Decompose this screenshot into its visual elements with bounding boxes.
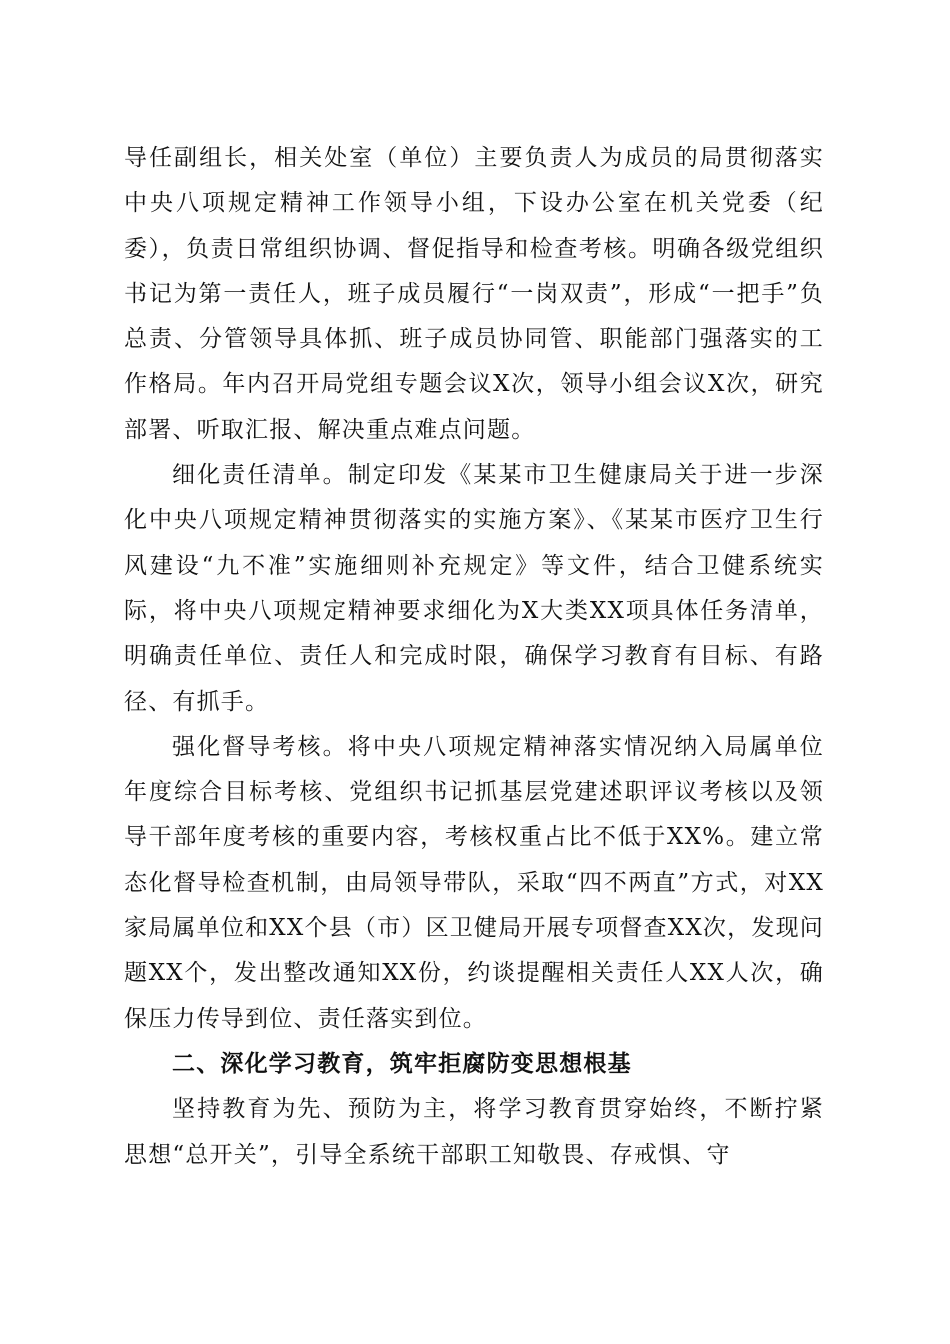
document-page <box>124 136 824 1178</box>
paragraph-leading-group: 导任副组长，相关处室（单位）主要负责人为成员的局贯彻落实中央八项规定精神工作领导小组，下设办公室在机关党委（纪委），负责日常组织协调、督促指导和检查考核。明确各级党组织书记为第一责任人，班子成员履行“一岗双责”，形成“一把手”负总责、分管领导具体抓、班子成员协同管、职能部门强落实的工作格局。年内召开局党组专题会议X次，领导小组会议X次，研究部署、听取汇报、解决重点难点问题。 <box>124 145 824 443</box>
paragraph-education: 坚持教育为先、预防为主，将学习教育贯穿始终，不断拧紧思想“总开关”，引导全系统干部职工知敬畏、存戒惧、守 <box>124 1096 824 1168</box>
section-heading: 二、深化学习教育，筑牢拒腐防变思想根基 <box>172 1050 632 1077</box>
paragraph-responsibility-list: 细化责任清单。制定印发《某某市卫生健康局关于进一步深化中央八项规定精神贯彻落实的实施方案》、《某某市医疗卫生行风建设“九不准”实施细则补充规定》等文件，结合卫健系统实际，将中央八项规定精神要求细化为X大类XX项具体任务清单，明确责任单位、责任人和完成时限，确保学习教育有目标、有路径、有抓手。 <box>124 462 824 715</box>
paragraph-supervision: 强化督导考核。将中央八项规定精神落实情况纳入局属单位年度综合目标考核、党组织书记抓基层党建述职评议考核以及领导干部年度考核的重要内容，考核权重占比不低于XX%。建立常态化督导检查机制，由局领导带队，采取“四不两直”方式，对XX家局属单位和XX个县（市）区卫健局开展专项督查XX次，发现问题XX个，发出整改通知XX份，约谈提醒相关责任人XX人次，确保压力传导到位、责任落实到位。 <box>124 733 824 1032</box>
